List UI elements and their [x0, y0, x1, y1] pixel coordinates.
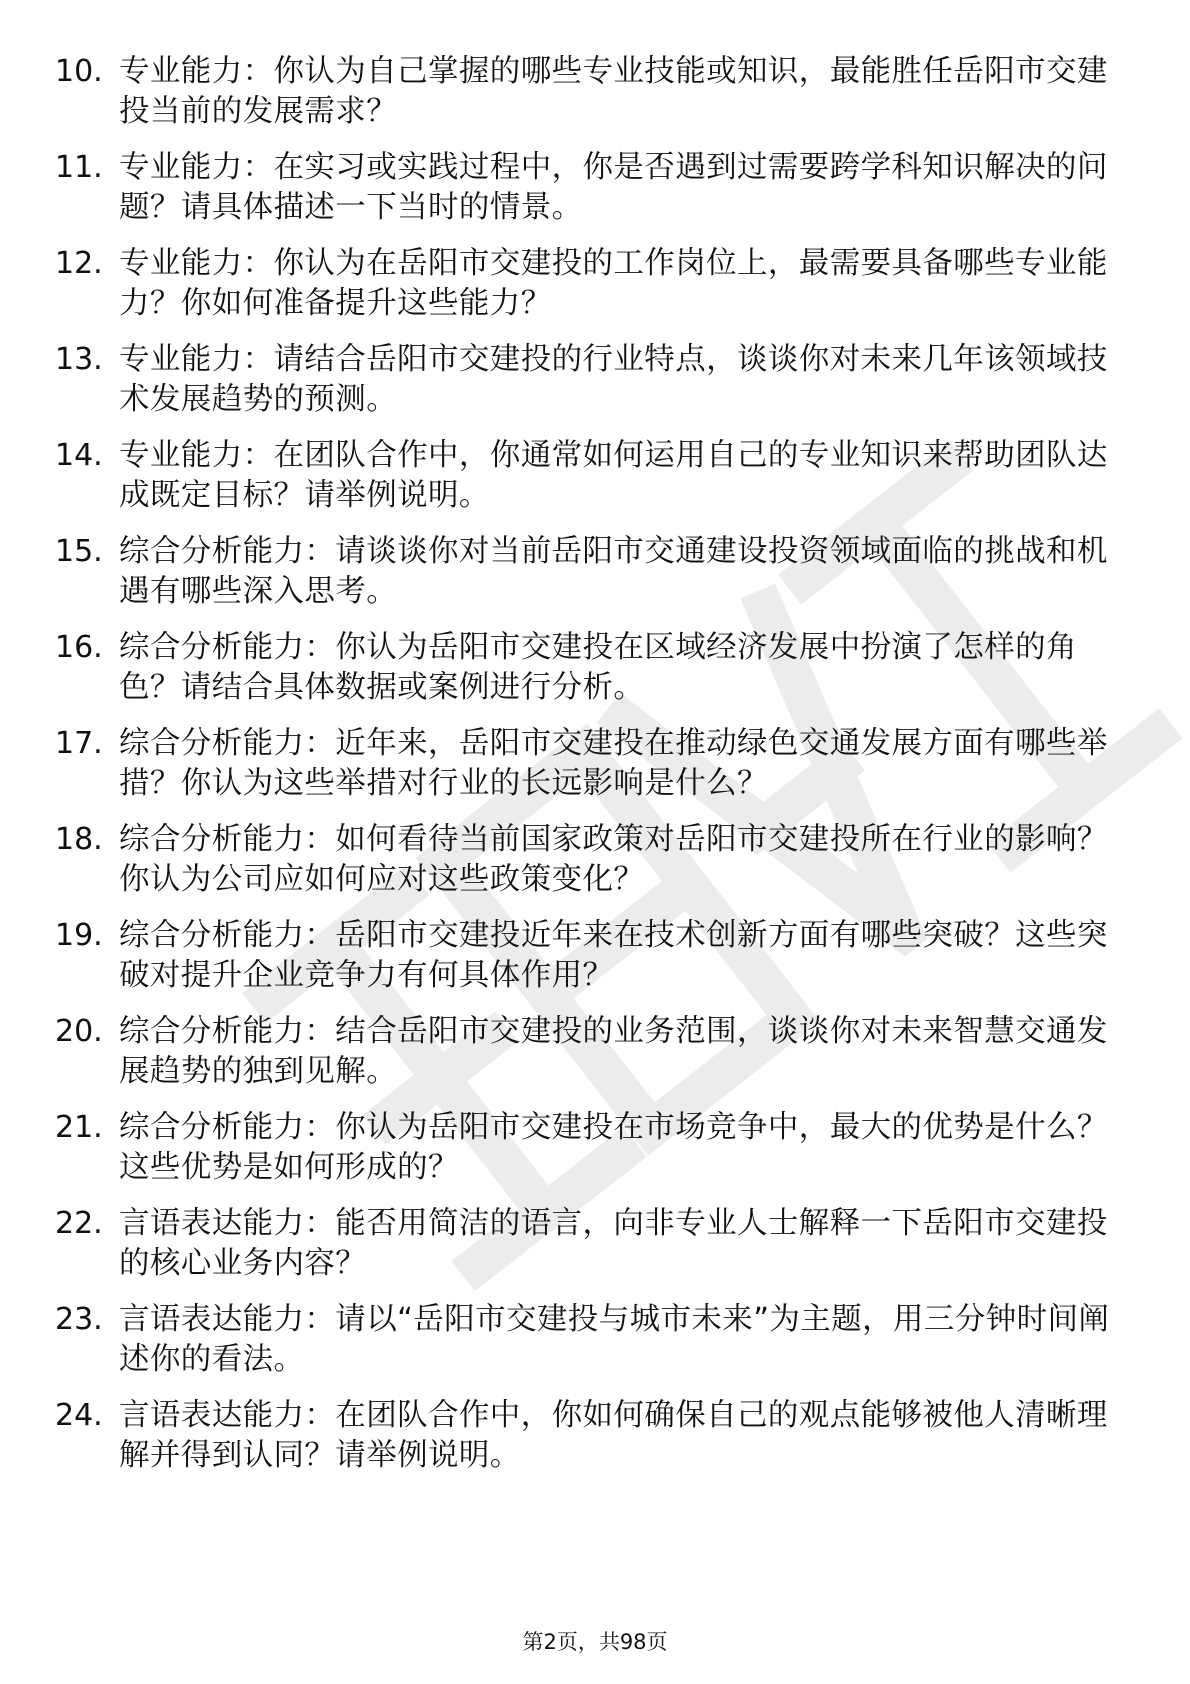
question-item: [55, 436, 1125, 516]
question-item: [55, 532, 1125, 612]
question-text: 专业能力：在团队合作中，你通常如何运用自己的专业知识来帮助团队达成既定目标？请举例说明。: [119, 438, 1108, 513]
question-text: 综合分析能力：你认为岳阳市交建投在区域经济发展中扮演了怎样的角色？请结合具体数据或案例进行分析。: [119, 630, 1077, 705]
question-text: 言语表达能力：能否用简洁的语言，向非专业人士解释一下岳阳市交建投的核心业务内容？: [119, 1206, 1108, 1281]
question-number: 22.: [55, 1206, 103, 1241]
question-number: 15.: [55, 534, 103, 569]
question-number: 23.: [55, 1302, 103, 1337]
question-item: [55, 820, 1125, 900]
question-number: 12.: [55, 246, 103, 281]
question-number: 17.: [55, 726, 103, 761]
question-number: 13.: [55, 342, 103, 377]
page-number-label: 第2页，共98页: [522, 1630, 668, 1654]
question-text: 专业能力：请结合岳阳市交建投的行业特点，谈谈你对未来几年该领域技术发展趋势的预测。: [119, 342, 1108, 417]
question-number: 10.: [55, 54, 103, 89]
question-number: 20.: [55, 1014, 103, 1049]
question-number: 19.: [55, 918, 103, 953]
question-list: [55, 52, 1125, 1492]
question-item: [55, 148, 1125, 228]
question-item: [55, 916, 1125, 996]
question-text: 综合分析能力：近年来，岳阳市交建投在推动绿色交通发展方面有哪些举措？你认为这些举措对行业的长远影响是什么？: [119, 726, 1108, 801]
question-number: 11.: [55, 150, 103, 185]
question-item: [55, 1300, 1125, 1380]
question-text: 综合分析能力：你认为岳阳市交建投在市场竞争中，最大的优势是什么？这些优势是如何形成的？: [119, 1110, 1108, 1185]
question-item: [55, 340, 1125, 420]
question-text: 言语表达能力：请以“岳阳市交建投与城市未来”为主题，用三分钟时间阐述你的看法。: [119, 1302, 1110, 1377]
question-number: 24.: [55, 1398, 103, 1433]
question-item: [55, 1012, 1125, 1092]
question-number: 21.: [55, 1110, 103, 1145]
question-text: 综合分析能力：结合岳阳市交建投的业务范围，谈谈你对未来智慧交通发展趋势的独到见解。: [119, 1014, 1108, 1089]
question-number: 16.: [55, 630, 103, 665]
question-item: [55, 724, 1125, 804]
question-text: 专业能力：你认为在岳阳市交建投的工作岗位上，最需要具备哪些专业能力？你如何准备提升这些能力？: [119, 246, 1108, 321]
question-text: 言语表达能力：在团队合作中，你如何确保自己的观点能够被他人清晰理解并得到认同？请举例说明。: [119, 1398, 1108, 1473]
question-number: 18.: [55, 822, 103, 857]
page-footer: [0, 1628, 1190, 1656]
question-item: [55, 52, 1125, 132]
question-text: 专业能力：在实习或实践过程中，你是否遇到过需要跨学科知识解决的问题？请具体描述一下当时的情景。: [119, 150, 1108, 225]
question-text: 综合分析能力：岳阳市交建投近年来在技术创新方面有哪些突破？这些突破对提升企业竞争力有何具体作用？: [119, 918, 1108, 993]
question-item: [55, 628, 1125, 708]
question-item: [55, 1108, 1125, 1188]
question-text: 综合分析能力：请谈谈你对当前岳阳市交通建设投资领域面临的挑战和机遇有哪些深入思考。: [119, 534, 1108, 609]
question-text: 综合分析能力：如何看待当前国家政策对岳阳市交建投所在行业的影响？你认为公司应如何应对这些政策变化？: [119, 822, 1108, 897]
question-item: [55, 1204, 1125, 1284]
question-item: [55, 1396, 1125, 1476]
question-item: [55, 244, 1125, 324]
question-text: 专业能力：你认为自己掌握的哪些专业技能或知识，最能胜任岳阳市交建投当前的发展需求？: [119, 54, 1108, 129]
question-number: 14.: [55, 438, 103, 473]
